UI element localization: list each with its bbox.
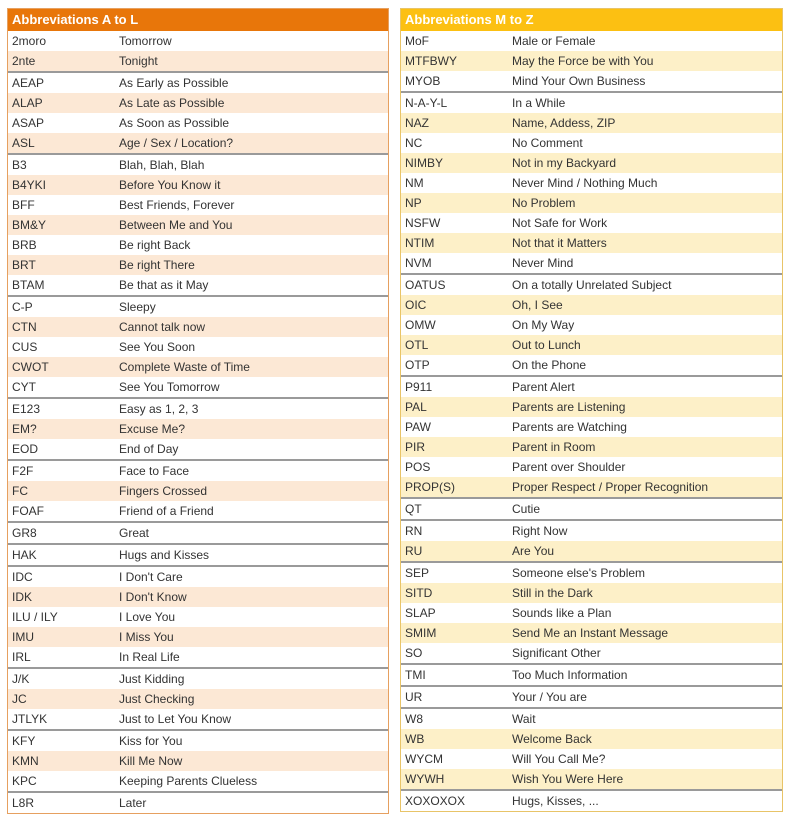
abbreviation-cell: POS <box>405 460 431 474</box>
meaning-cell: Be right There <box>119 258 195 272</box>
meaning-cell: Cannot talk now <box>119 320 206 334</box>
table-row <box>8 667 388 689</box>
meaning-cell: Never Mind <box>512 256 574 270</box>
meaning-cell: Wait <box>512 712 536 726</box>
abbreviation-cell: ALAP <box>12 96 43 110</box>
meaning-cell: Sleepy <box>119 300 156 314</box>
abbreviation-cell: OATUS <box>405 278 446 292</box>
abbreviation-cell: ASAP <box>12 116 45 130</box>
meaning-cell: Parent over Shoulder <box>512 460 626 474</box>
abbreviation-cell: N-A-Y-L <box>405 96 448 110</box>
meaning-cell: Parents are Listening <box>512 400 626 414</box>
meaning-cell: Too Much Information <box>512 668 628 682</box>
table-row <box>8 481 388 501</box>
abbreviation-cell: OMW <box>405 318 436 332</box>
meaning-cell: Be that as it May <box>119 278 209 292</box>
abbreviation-cell: RU <box>405 544 423 558</box>
abbreviation-cell: NM <box>405 176 424 190</box>
table-row <box>8 295 388 317</box>
meaning-cell: Be right Back <box>119 238 191 252</box>
meaning-cell: Not Safe for Work <box>512 216 608 230</box>
meaning-cell: Easy as 1, 2, 3 <box>119 402 199 416</box>
meaning-cell: As Late as Possible <box>119 96 225 110</box>
meaning-cell: Kill Me Now <box>119 754 183 768</box>
table-row <box>8 459 388 481</box>
table-header-m-to-z: Abbreviations M to Z <box>401 9 782 31</box>
meaning-cell: Your / You are <box>512 690 587 704</box>
abbreviation-cell: NC <box>405 136 423 150</box>
meaning-cell: I Don't Care <box>119 570 183 584</box>
abbreviation-cell: BTAM <box>12 278 45 292</box>
table-row <box>8 627 388 647</box>
table-row <box>8 751 388 771</box>
abbreviation-cell: MTFBWY <box>405 54 457 68</box>
meaning-cell: On My Way <box>512 318 575 332</box>
meaning-cell: Tonight <box>119 54 158 68</box>
abbreviation-cell: UR <box>405 690 423 704</box>
table-row <box>8 71 388 93</box>
table-row <box>401 31 782 51</box>
abbreviation-cell: OIC <box>405 298 427 312</box>
abbreviation-cell: IMU <box>12 630 34 644</box>
table-row <box>8 709 388 729</box>
meaning-cell: As Soon as Possible <box>119 116 230 130</box>
table-row <box>401 71 782 91</box>
table-row <box>8 235 388 255</box>
table-row <box>401 375 782 397</box>
meaning-cell: I Love You <box>119 610 176 624</box>
table-row <box>401 729 782 749</box>
meaning-cell: Significant Other <box>512 646 601 660</box>
meaning-cell: Hugs and Kisses <box>119 548 210 562</box>
abbreviation-cell: QT <box>405 502 422 516</box>
meaning-cell: Name, Addess, ZIP <box>512 116 616 130</box>
abbreviation-cell: EM? <box>12 422 37 436</box>
abbreviation-cell: KMN <box>12 754 39 768</box>
abbreviation-cell: NIMBY <box>405 156 444 170</box>
abbreviation-cell: TMI <box>405 668 426 682</box>
meaning-cell: Out to Lunch <box>512 338 581 352</box>
table-row <box>401 643 782 663</box>
abbreviation-cell: KPC <box>12 774 37 788</box>
abbreviation-cell: RN <box>405 524 423 538</box>
table-row <box>8 419 388 439</box>
table-row <box>401 519 782 541</box>
meaning-cell: Still in the Dark <box>512 586 593 600</box>
table-row <box>8 587 388 607</box>
table-row <box>8 521 388 543</box>
abbreviation-cell: SLAP <box>405 606 436 620</box>
abbreviations-a-to-l-table <box>7 8 389 814</box>
meaning-cell: Not in my Backyard <box>512 156 617 170</box>
table-row <box>8 607 388 627</box>
meaning-cell: May the Force be with You <box>512 54 654 68</box>
abbreviation-cell: FC <box>12 484 28 498</box>
abbreviation-cell: B4YKI <box>12 178 47 192</box>
table-row <box>401 603 782 623</box>
table-row <box>401 193 782 213</box>
abbreviation-cell: CUS <box>12 340 38 354</box>
meaning-cell: Friend of a Friend <box>119 504 214 518</box>
meaning-cell: Not that it Matters <box>512 236 607 250</box>
meaning-cell: Hugs, Kisses, ... <box>512 794 599 808</box>
table-row <box>8 565 388 587</box>
abbreviation-cell: SMIM <box>405 626 437 640</box>
table-row <box>8 689 388 709</box>
abbreviation-cell: W8 <box>405 712 423 726</box>
meaning-cell: Male or Female <box>512 34 596 48</box>
table-row <box>8 93 388 113</box>
table-row <box>401 685 782 707</box>
abbreviation-cell: GR8 <box>12 526 37 540</box>
meaning-cell: In a While <box>512 96 566 110</box>
table-row <box>401 233 782 253</box>
table-row <box>8 51 388 71</box>
table-row <box>401 173 782 193</box>
meaning-cell: Blah, Blah, Blah <box>119 158 205 172</box>
abbreviation-cell: FOAF <box>12 504 44 518</box>
abbreviation-cell: SEP <box>405 566 430 580</box>
abbreviation-cell: NAZ <box>405 116 429 130</box>
table-row <box>401 113 782 133</box>
table-header-a-to-l: Abbreviations A to L <box>8 9 388 31</box>
abbreviation-cell: SITD <box>405 586 433 600</box>
meaning-cell: In Real Life <box>119 650 180 664</box>
abbreviations-m-to-z-table <box>400 8 783 812</box>
meaning-cell: Just Checking <box>119 692 195 706</box>
abbreviation-cell: NVM <box>405 256 432 270</box>
table-row <box>8 337 388 357</box>
table-row <box>401 583 782 603</box>
abbreviation-cell: IRL <box>12 650 31 664</box>
abbreviation-cell: WYCM <box>405 752 443 766</box>
table-row <box>8 647 388 667</box>
abbreviation-cell: OTL <box>405 338 429 352</box>
abbreviation-cell: BRT <box>12 258 36 272</box>
meaning-cell: See You Tomorrow <box>119 380 220 394</box>
meaning-cell: Proper Respect / Proper Recognition <box>512 480 709 494</box>
abbreviation-cell: XOXOXOX <box>405 794 466 808</box>
table-row <box>8 377 388 397</box>
table-row <box>8 31 388 51</box>
meaning-cell: I Miss You <box>119 630 174 644</box>
table-row <box>401 477 782 497</box>
abbreviation-cell: EOD <box>12 442 39 456</box>
abbreviation-cell: IDC <box>12 570 33 584</box>
abbreviation-cell: BM&Y <box>12 218 47 232</box>
table-row <box>401 789 782 811</box>
meaning-cell: Are You <box>512 544 555 558</box>
table-row <box>401 397 782 417</box>
meaning-cell: Later <box>119 796 147 810</box>
abbreviation-cell: CWOT <box>12 360 49 374</box>
meaning-cell: Keeping Parents Clueless <box>119 774 258 788</box>
abbreviation-cell: 2nte <box>12 54 36 68</box>
meaning-cell: No Comment <box>512 136 583 150</box>
table-row <box>401 133 782 153</box>
abbreviation-cell: WYWH <box>405 772 445 786</box>
meaning-cell: Excuse Me? <box>119 422 186 436</box>
meaning-cell: Great <box>119 526 150 540</box>
table-row <box>8 275 388 295</box>
table-row <box>401 769 782 789</box>
table-row <box>8 357 388 377</box>
meaning-cell: Parent Alert <box>512 380 575 394</box>
meaning-cell: Wish You Were Here <box>512 772 624 786</box>
meaning-cell: No Problem <box>512 196 576 210</box>
abbreviation-cell: C-P <box>12 300 33 314</box>
table-row <box>401 417 782 437</box>
table-body-m-to-z <box>401 31 782 811</box>
meaning-cell: I Don't Know <box>119 590 187 604</box>
table-row <box>8 791 388 813</box>
meaning-cell: Before You Know it <box>119 178 221 192</box>
meaning-cell: See You Soon <box>119 340 196 354</box>
table-row <box>401 335 782 355</box>
abbreviation-cell: PAL <box>405 400 427 414</box>
abbreviation-cell: E123 <box>12 402 41 416</box>
meaning-cell: Send Me an Instant Message <box>512 626 669 640</box>
table-row <box>401 253 782 273</box>
meaning-cell: Will You Call Me? <box>512 752 606 766</box>
meaning-cell: Best Friends, Forever <box>119 198 235 212</box>
abbreviation-cell: SO <box>405 646 423 660</box>
meaning-cell: As Early as Possible <box>119 76 229 90</box>
table-row <box>8 317 388 337</box>
table-row <box>401 497 782 519</box>
meaning-cell: Parents are Watching <box>512 420 627 434</box>
abbreviation-cell: AEAP <box>12 76 45 90</box>
abbreviation-cell: F2F <box>12 464 34 478</box>
meaning-cell: Fingers Crossed <box>119 484 208 498</box>
meaning-cell: Age / Sex / Location? <box>119 136 234 150</box>
meaning-cell: Kiss for You <box>119 734 183 748</box>
table-row <box>401 91 782 113</box>
abbreviation-cell: JC <box>12 692 27 706</box>
abbreviation-cell: ASL <box>12 136 35 150</box>
abbreviation-cell: CTN <box>12 320 37 334</box>
table-row <box>8 215 388 235</box>
abbreviation-cell: NP <box>405 196 422 210</box>
abbreviation-cell: BRB <box>12 238 37 252</box>
table-row <box>8 195 388 215</box>
table-row <box>8 729 388 751</box>
table-row <box>401 51 782 71</box>
table-row <box>401 315 782 335</box>
table-row <box>8 543 388 565</box>
meaning-cell: Sounds like a Plan <box>512 606 612 620</box>
abbreviation-cell: WB <box>405 732 425 746</box>
abbreviation-cell: NTIM <box>405 236 435 250</box>
abbreviation-cell: ILU / ILY <box>12 610 58 624</box>
abbreviation-cell: 2moro <box>12 34 47 48</box>
table-row <box>401 153 782 173</box>
table-row <box>401 457 782 477</box>
meaning-cell: Between Me and You <box>119 218 233 232</box>
table-row <box>8 439 388 459</box>
abbreviation-cell: B3 <box>12 158 27 172</box>
table-row <box>401 213 782 233</box>
meaning-cell: On a totally Unrelated Subject <box>512 278 672 292</box>
table-row <box>8 133 388 153</box>
abbreviation-cell: PROP(S) <box>405 480 456 494</box>
abbreviation-cell: BFF <box>12 198 35 212</box>
meaning-cell: Face to Face <box>119 464 190 478</box>
abbreviation-cell: L8R <box>12 796 35 810</box>
meaning-cell: Someone else's Problem <box>512 566 646 580</box>
table-row <box>401 541 782 561</box>
abbreviation-cell: MoF <box>405 34 429 48</box>
abbreviation-cell: MYOB <box>405 74 441 88</box>
abbreviation-cell: KFY <box>12 734 36 748</box>
table-row <box>401 355 782 375</box>
table-row <box>401 663 782 685</box>
abbreviation-cell: HAK <box>12 548 37 562</box>
meaning-cell: Right Now <box>512 524 568 538</box>
abbreviation-cell: NSFW <box>405 216 441 230</box>
table-row <box>8 397 388 419</box>
abbreviation-cell: IDK <box>12 590 33 604</box>
table-row <box>401 437 782 457</box>
meaning-cell: On the Phone <box>512 358 587 372</box>
abbreviation-cell: CYT <box>12 380 36 394</box>
table-row <box>401 623 782 643</box>
abbreviation-cell: P911 <box>405 380 433 394</box>
table-row <box>8 771 388 791</box>
meaning-cell: Mind Your Own Business <box>512 74 646 88</box>
table-row <box>8 153 388 175</box>
table-row <box>401 707 782 729</box>
meaning-cell: Parent in Room <box>512 440 596 454</box>
table-row <box>8 113 388 133</box>
meaning-cell: Cutie <box>512 502 541 516</box>
abbreviation-cell: PIR <box>405 440 426 454</box>
table-row <box>8 175 388 195</box>
table-row <box>401 295 782 315</box>
meaning-cell: End of Day <box>119 442 179 456</box>
table-row <box>401 273 782 295</box>
meaning-cell: Oh, I See <box>512 298 563 312</box>
meaning-cell: Never Mind / Nothing Much <box>512 176 658 190</box>
abbreviation-cell: JTLYK <box>12 712 48 726</box>
meaning-cell: Just Kidding <box>119 672 185 686</box>
meaning-cell: Just to Let You Know <box>119 712 232 726</box>
abbreviation-cell: J/K <box>12 672 30 686</box>
table-body-a-to-l <box>8 31 388 813</box>
meaning-cell: Welcome Back <box>512 732 592 746</box>
abbreviation-cell: PAW <box>405 420 431 434</box>
meaning-cell: Complete Waste of Time <box>119 360 250 374</box>
table-row <box>401 561 782 583</box>
abbreviation-cell: OTP <box>405 358 430 372</box>
table-row <box>8 255 388 275</box>
table-row <box>401 749 782 769</box>
table-row <box>8 501 388 521</box>
meaning-cell: Tomorrow <box>119 34 172 48</box>
